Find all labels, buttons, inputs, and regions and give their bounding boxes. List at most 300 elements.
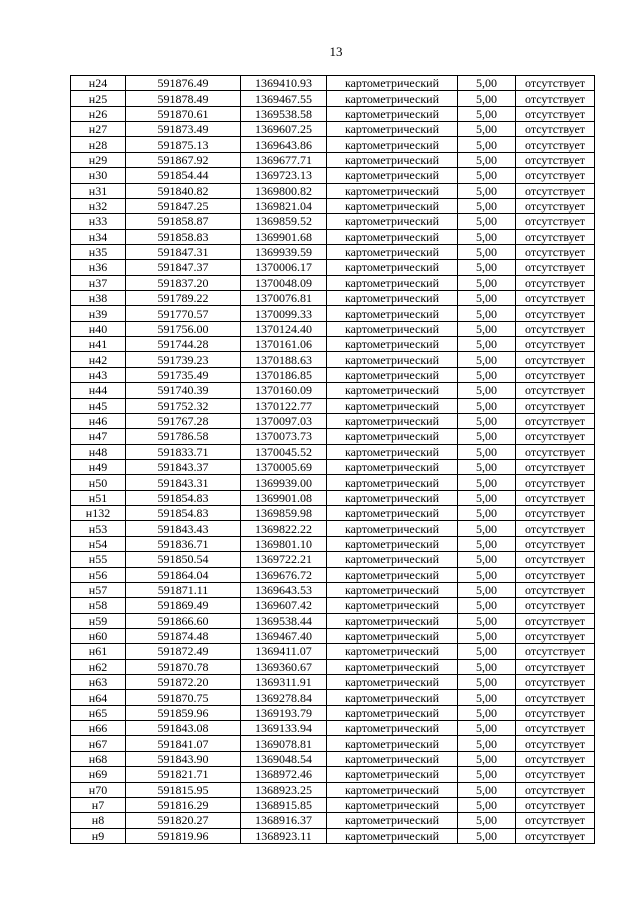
point-id-cell: н49 [71,459,126,474]
point-id-cell: н29 [71,152,126,167]
y-coordinate-cell: 1369467.55 [241,91,327,106]
description-cell: отсутствует [516,598,595,613]
table-row [71,137,595,152]
table-row [71,198,595,213]
method-cell: картометрический [327,413,458,428]
description-cell: отсутствует [516,552,595,567]
accuracy-cell: 5,00 [458,721,516,736]
method-cell: картометрический [327,644,458,659]
y-coordinate-cell: 1369901.08 [241,490,327,505]
accuracy-cell: 5,00 [458,337,516,352]
page-number: 13 [329,44,343,59]
description-cell: отсутствует [516,475,595,490]
accuracy-cell: 5,00 [458,736,516,751]
description-cell: отсутствует [516,229,595,244]
y-coordinate-cell: 1369859.52 [241,214,327,229]
table-row [71,321,595,336]
x-coordinate-cell: 591815.95 [126,782,241,797]
accuracy-cell: 5,00 [458,705,516,720]
point-id-cell: н56 [71,567,126,582]
method-cell: картометрический [327,137,458,152]
table-row [71,552,595,567]
method-cell: картометрический [327,813,458,828]
y-coordinate-cell: 1370045.52 [241,444,327,459]
method-cell: картометрический [327,797,458,812]
y-coordinate-cell: 1369410.93 [241,76,327,91]
table-row [71,813,595,828]
description-cell: отсутствует [516,459,595,474]
description-cell: отсутствует [516,444,595,459]
accuracy-cell: 5,00 [458,536,516,551]
y-coordinate-cell: 1369193.79 [241,705,327,720]
table-row [71,490,595,505]
table-row [71,767,595,782]
table-row [71,122,595,137]
description-cell: отсутствует [516,721,595,736]
y-coordinate-cell: 1369800.82 [241,183,327,198]
x-coordinate-cell: 591843.43 [126,521,241,536]
x-coordinate-cell: 591850.54 [126,552,241,567]
point-id-cell: н44 [71,383,126,398]
y-coordinate-cell: 1369078.81 [241,736,327,751]
point-id-cell: н32 [71,198,126,213]
description-cell: отсутствует [516,260,595,275]
y-coordinate-cell: 1369676.72 [241,567,327,582]
method-cell: картометрический [327,690,458,705]
x-coordinate-cell: 591870.78 [126,659,241,674]
point-id-cell: н54 [71,536,126,551]
method-cell: картометрический [327,321,458,336]
point-id-cell: н35 [71,244,126,259]
description-cell: отсутствует [516,122,595,137]
y-coordinate-cell: 1369859.98 [241,506,327,521]
description-cell: отсутствует [516,613,595,628]
y-coordinate-cell: 1369311.91 [241,675,327,690]
method-cell: картометрический [327,767,458,782]
y-coordinate-cell: 1370186.85 [241,367,327,382]
x-coordinate-cell: 591870.61 [126,106,241,121]
table-row [71,659,595,674]
x-coordinate-cell: 591869.49 [126,598,241,613]
method-cell: картометрический [327,106,458,121]
y-coordinate-cell: 1370188.63 [241,352,327,367]
accuracy-cell: 5,00 [458,198,516,213]
method-cell: картометрический [327,828,458,843]
table-row [71,152,595,167]
y-coordinate-cell: 1369722.21 [241,552,327,567]
method-cell: картометрический [327,214,458,229]
description-cell: отсутствует [516,383,595,398]
y-coordinate-cell: 1369607.42 [241,598,327,613]
x-coordinate-cell: 591836.71 [126,536,241,551]
point-id-cell: н70 [71,782,126,797]
accuracy-cell: 5,00 [458,275,516,290]
table-row [71,613,595,628]
table-row [71,721,595,736]
method-cell: картометрический [327,152,458,167]
x-coordinate-cell: 591821.71 [126,767,241,782]
y-coordinate-cell: 1369048.54 [241,751,327,766]
x-coordinate-cell: 591786.58 [126,429,241,444]
table-row [71,521,595,536]
point-id-cell: н36 [71,260,126,275]
method-cell: картометрический [327,521,458,536]
point-id-cell: н65 [71,705,126,720]
x-coordinate-cell: 591876.49 [126,76,241,91]
point-id-cell: н55 [71,552,126,567]
y-coordinate-cell: 1369643.53 [241,582,327,597]
point-id-cell: н41 [71,337,126,352]
method-cell: картометрический [327,490,458,505]
method-cell: картометрический [327,582,458,597]
description-cell: отсутствует [516,736,595,751]
point-id-cell: н47 [71,429,126,444]
accuracy-cell: 5,00 [458,214,516,229]
accuracy-cell: 5,00 [458,521,516,536]
y-coordinate-cell: 1370097.03 [241,413,327,428]
method-cell: картометрический [327,337,458,352]
description-cell: отсутствует [516,536,595,551]
table-row [71,736,595,751]
x-coordinate-cell: 591752.32 [126,398,241,413]
accuracy-cell: 5,00 [458,413,516,428]
point-id-cell: н28 [71,137,126,152]
accuracy-cell: 5,00 [458,76,516,91]
point-id-cell: н53 [71,521,126,536]
accuracy-cell: 5,00 [458,582,516,597]
table-row [71,337,595,352]
y-coordinate-cell: 1368972.46 [241,767,327,782]
method-cell: картометрический [327,628,458,643]
x-coordinate-cell: 591847.37 [126,260,241,275]
y-coordinate-cell: 1369821.04 [241,198,327,213]
description-cell: отсутствует [516,644,595,659]
accuracy-cell: 5,00 [458,613,516,628]
point-id-cell: н24 [71,76,126,91]
accuracy-cell: 5,00 [458,552,516,567]
x-coordinate-cell: 591867.92 [126,152,241,167]
x-coordinate-cell: 591872.20 [126,675,241,690]
method-cell: картометрический [327,782,458,797]
x-coordinate-cell: 591744.28 [126,337,241,352]
description-cell: отсутствует [516,275,595,290]
accuracy-cell: 5,00 [458,444,516,459]
y-coordinate-cell: 1370160.09 [241,383,327,398]
point-id-cell: н64 [71,690,126,705]
accuracy-cell: 5,00 [458,321,516,336]
method-cell: картометрический [327,198,458,213]
table-row [71,367,595,382]
table-row [71,275,595,290]
point-id-cell: н31 [71,183,126,198]
y-coordinate-cell: 1369939.59 [241,244,327,259]
method-cell: картометрический [327,736,458,751]
accuracy-cell: 5,00 [458,122,516,137]
x-coordinate-cell: 591819.96 [126,828,241,843]
description-cell: отсутствует [516,244,595,259]
point-id-cell: н25 [71,91,126,106]
method-cell: картометрический [327,659,458,674]
point-id-cell: н60 [71,628,126,643]
y-coordinate-cell: 1370122.77 [241,398,327,413]
x-coordinate-cell: 591872.49 [126,644,241,659]
accuracy-cell: 5,00 [458,490,516,505]
accuracy-cell: 5,00 [458,352,516,367]
y-coordinate-cell: 1370073.73 [241,429,327,444]
description-cell: отсутствует [516,337,595,352]
table-row [71,797,595,812]
description-cell: отсутствует [516,797,595,812]
table-row [71,76,595,91]
x-coordinate-cell: 591875.13 [126,137,241,152]
point-id-cell: н50 [71,475,126,490]
point-id-cell: н26 [71,106,126,121]
table-row [71,214,595,229]
table-row [71,106,595,121]
description-cell: отсутствует [516,76,595,91]
point-id-cell: н27 [71,122,126,137]
point-id-cell: н51 [71,490,126,505]
accuracy-cell: 5,00 [458,429,516,444]
description-cell: отсутствует [516,506,595,521]
x-coordinate-cell: 591854.44 [126,168,241,183]
x-coordinate-cell: 591871.11 [126,582,241,597]
method-cell: картометрический [327,291,458,306]
point-id-cell: н40 [71,321,126,336]
description-cell: отсутствует [516,321,595,336]
table-row [71,705,595,720]
description-cell: отсутствует [516,751,595,766]
method-cell: картометрический [327,76,458,91]
method-cell: картометрический [327,168,458,183]
table-row [71,291,595,306]
table-body [71,76,595,844]
accuracy-cell: 5,00 [458,398,516,413]
accuracy-cell: 5,00 [458,828,516,843]
table-row [71,782,595,797]
point-id-cell: н45 [71,398,126,413]
accuracy-cell: 5,00 [458,797,516,812]
x-coordinate-cell: 591847.31 [126,244,241,259]
description-cell: отсутствует [516,582,595,597]
method-cell: картометрический [327,751,458,766]
description-cell: отсутствует [516,291,595,306]
point-id-cell: н38 [71,291,126,306]
description-cell: отсутствует [516,429,595,444]
method-cell: картометрический [327,721,458,736]
y-coordinate-cell: 1369723.13 [241,168,327,183]
x-coordinate-cell: 591854.83 [126,506,241,521]
x-coordinate-cell: 591767.28 [126,413,241,428]
description-cell: отсутствует [516,352,595,367]
coordinates-table [70,75,595,844]
accuracy-cell: 5,00 [458,152,516,167]
table-row [71,229,595,244]
accuracy-cell: 5,00 [458,91,516,106]
description-cell: отсутствует [516,690,595,705]
x-coordinate-cell: 591739.23 [126,352,241,367]
table-row [71,475,595,490]
accuracy-cell: 5,00 [458,644,516,659]
method-cell: картометрический [327,429,458,444]
y-coordinate-cell: 1368915.85 [241,797,327,812]
x-coordinate-cell: 591858.83 [126,229,241,244]
accuracy-cell: 5,00 [458,383,516,398]
x-coordinate-cell: 591864.04 [126,567,241,582]
point-id-cell: н68 [71,751,126,766]
description-cell: отсутствует [516,490,595,505]
table-row [71,690,595,705]
accuracy-cell: 5,00 [458,782,516,797]
description-cell: отсутствует [516,106,595,121]
x-coordinate-cell: 591837.20 [126,275,241,290]
y-coordinate-cell: 1370005.69 [241,459,327,474]
method-cell: картометрический [327,367,458,382]
x-coordinate-cell: 591870.75 [126,690,241,705]
description-cell: отсутствует [516,705,595,720]
table-row [71,352,595,367]
table-row [71,260,595,275]
description-cell: отсутствует [516,521,595,536]
point-id-cell: н46 [71,413,126,428]
accuracy-cell: 5,00 [458,459,516,474]
y-coordinate-cell: 1369643.86 [241,137,327,152]
x-coordinate-cell: 591735.49 [126,367,241,382]
accuracy-cell: 5,00 [458,183,516,198]
table-row [71,751,595,766]
accuracy-cell: 5,00 [458,628,516,643]
accuracy-cell: 5,00 [458,675,516,690]
method-cell: картометрический [327,275,458,290]
table-row [71,306,595,321]
accuracy-cell: 5,00 [458,260,516,275]
table-row [71,168,595,183]
method-cell: картометрический [327,91,458,106]
description-cell: отсутствует [516,398,595,413]
method-cell: картометрический [327,567,458,582]
method-cell: картометрический [327,506,458,521]
accuracy-cell: 5,00 [458,751,516,766]
y-coordinate-cell: 1369411.07 [241,644,327,659]
x-coordinate-cell: 591878.49 [126,91,241,106]
table-row [71,91,595,106]
method-cell: картометрический [327,552,458,567]
y-coordinate-cell: 1369538.44 [241,613,327,628]
point-id-cell: н69 [71,767,126,782]
point-id-cell: н132 [71,506,126,521]
y-coordinate-cell: 1370006.17 [241,260,327,275]
x-coordinate-cell: 591740.39 [126,383,241,398]
description-cell: отсутствует [516,91,595,106]
accuracy-cell: 5,00 [458,659,516,674]
method-cell: картометрический [327,244,458,259]
point-id-cell: н37 [71,275,126,290]
method-cell: картометрический [327,598,458,613]
method-cell: картометрический [327,675,458,690]
y-coordinate-cell: 1369278.84 [241,690,327,705]
y-coordinate-cell: 1369538.58 [241,106,327,121]
description-cell: отсутствует [516,152,595,167]
point-id-cell: н7 [71,797,126,812]
x-coordinate-cell: 591789.22 [126,291,241,306]
x-coordinate-cell: 591756.00 [126,321,241,336]
description-cell: отсутствует [516,628,595,643]
x-coordinate-cell: 591833.71 [126,444,241,459]
x-coordinate-cell: 591854.83 [126,490,241,505]
point-id-cell: н33 [71,214,126,229]
x-coordinate-cell: 591858.87 [126,214,241,229]
method-cell: картометрический [327,613,458,628]
y-coordinate-cell: 1370099.33 [241,306,327,321]
description-cell: отсутствует [516,168,595,183]
table-row [71,383,595,398]
y-coordinate-cell: 1369133.94 [241,721,327,736]
point-id-cell: н48 [71,444,126,459]
description-cell: отсутствует [516,198,595,213]
description-cell: отсутствует [516,767,595,782]
y-coordinate-cell: 1370048.09 [241,275,327,290]
x-coordinate-cell: 591866.60 [126,613,241,628]
x-coordinate-cell: 591847.25 [126,198,241,213]
accuracy-cell: 5,00 [458,168,516,183]
table-row [71,628,595,643]
point-id-cell: н57 [71,582,126,597]
description-cell: отсутствует [516,367,595,382]
point-id-cell: н59 [71,613,126,628]
x-coordinate-cell: 591843.08 [126,721,241,736]
x-coordinate-cell: 591873.49 [126,122,241,137]
x-coordinate-cell: 591843.31 [126,475,241,490]
y-coordinate-cell: 1370076.81 [241,291,327,306]
table-row [71,536,595,551]
x-coordinate-cell: 591820.27 [126,813,241,828]
description-cell: отсутствует [516,828,595,843]
x-coordinate-cell: 591843.37 [126,459,241,474]
method-cell: картометрический [327,444,458,459]
y-coordinate-cell: 1370124.40 [241,321,327,336]
y-coordinate-cell: 1368923.25 [241,782,327,797]
x-coordinate-cell: 591874.48 [126,628,241,643]
description-cell: отсутствует [516,413,595,428]
description-cell: отсутствует [516,137,595,152]
y-coordinate-cell: 1368923.11 [241,828,327,843]
x-coordinate-cell: 591840.82 [126,183,241,198]
y-coordinate-cell: 1369939.00 [241,475,327,490]
point-id-cell: н63 [71,675,126,690]
method-cell: картометрический [327,122,458,137]
method-cell: картометрический [327,705,458,720]
y-coordinate-cell: 1369801.10 [241,536,327,551]
y-coordinate-cell: 1369360.67 [241,659,327,674]
point-id-cell: н61 [71,644,126,659]
table-row [71,828,595,843]
y-coordinate-cell: 1369901.68 [241,229,327,244]
description-cell: отсутствует [516,567,595,582]
point-id-cell: н43 [71,367,126,382]
x-coordinate-cell: 591843.90 [126,751,241,766]
y-coordinate-cell: 1369822.22 [241,521,327,536]
method-cell: картометрический [327,229,458,244]
accuracy-cell: 5,00 [458,137,516,152]
accuracy-cell: 5,00 [458,306,516,321]
y-coordinate-cell: 1369677.71 [241,152,327,167]
description-cell: отсутствует [516,675,595,690]
accuracy-cell: 5,00 [458,475,516,490]
method-cell: картометрический [327,383,458,398]
point-id-cell: н58 [71,598,126,613]
description-cell: отсутствует [516,306,595,321]
table-row [71,598,595,613]
